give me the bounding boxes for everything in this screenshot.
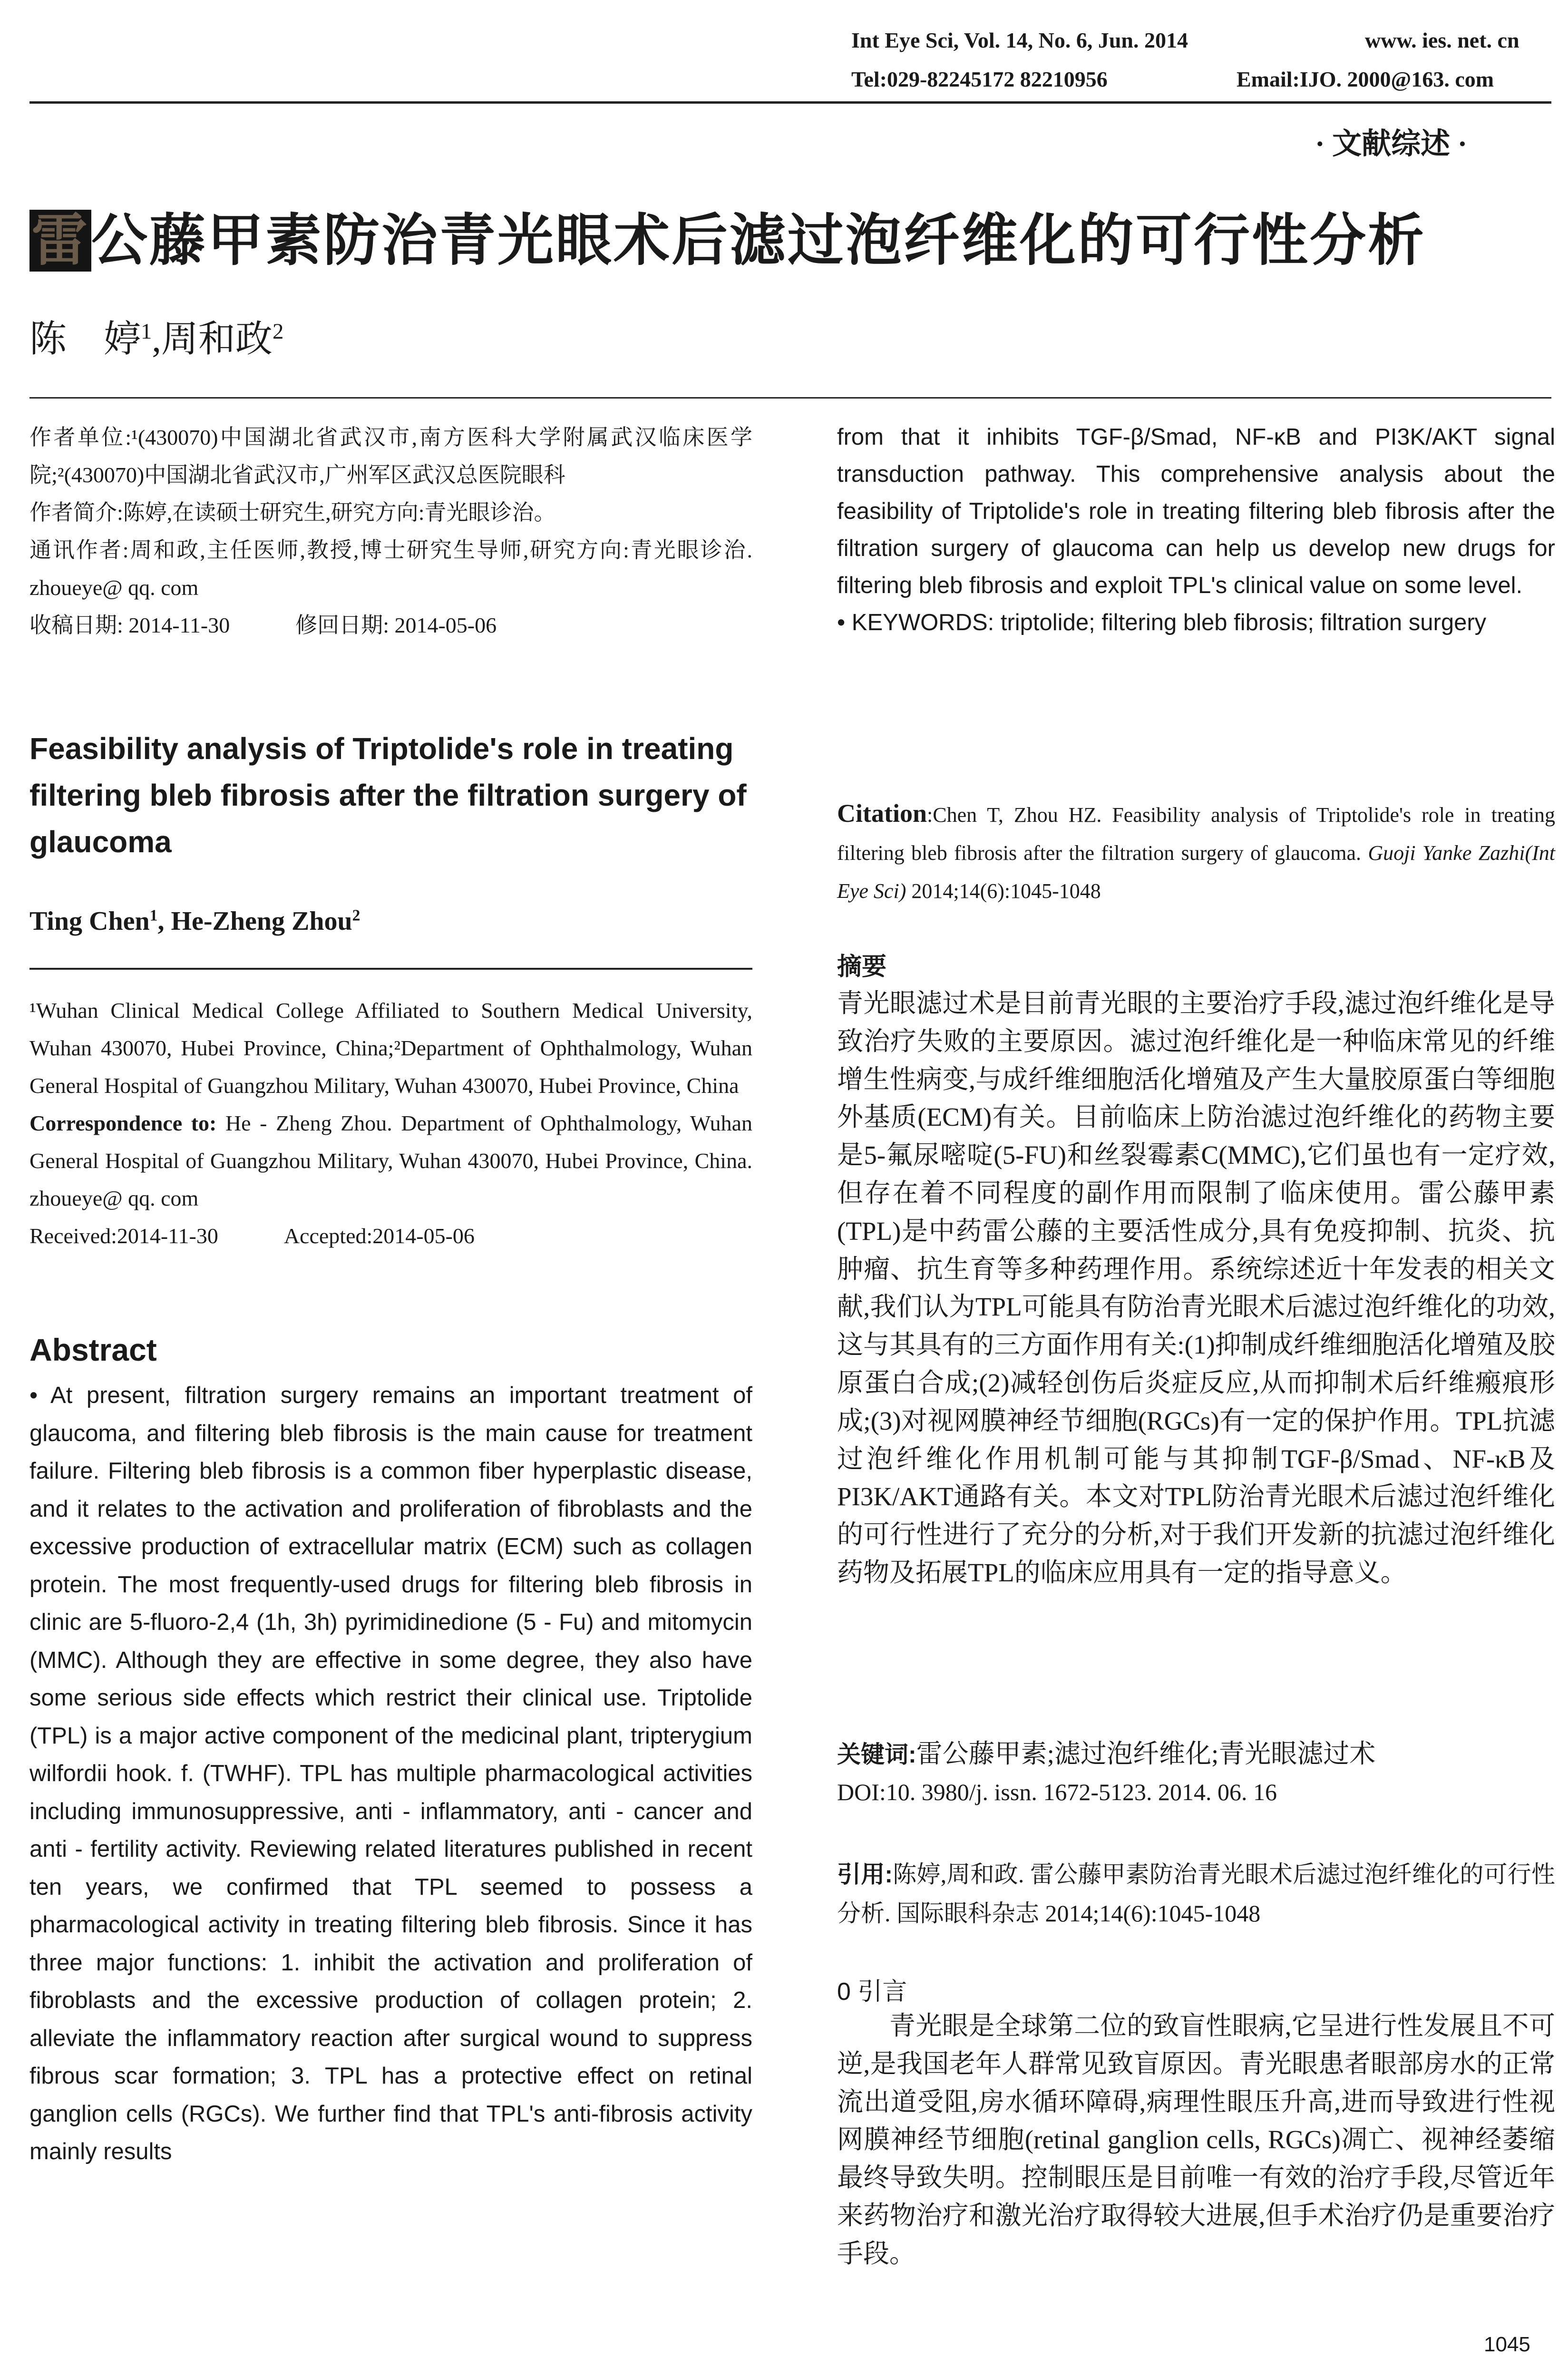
received-accepted: Received:2014-11-30 Accepted:2014-05-06 <box>29 1224 475 1248</box>
authors-en <box>29 906 360 936</box>
author-1-cn: 陈 婷 <box>29 318 141 360</box>
keywords-en: • KEYWORDS: triptolide; filtering bleb fibrosis; filtration surgery <box>837 610 1487 635</box>
affiliation-cn: 作者单位:¹(430070)中国湖北省武汉市,南方医科大学附属武汉临床医学院;²(430070)中国湖北省武汉市,广州军区武汉总医院眼科 <box>29 425 752 487</box>
correspondence <box>29 1104 752 1217</box>
doi: DOI:10. 3980/j. issn. 1672-5123. 2014. 06. 16 <box>837 1779 1277 1805</box>
author-2-en: , He-Zheng Zhou <box>157 906 352 936</box>
author-1-en: Ting Chen <box>29 906 150 936</box>
keywords-cn <box>837 1735 1555 1773</box>
article-title <box>29 195 1426 276</box>
abstract-continued <box>837 419 1555 641</box>
author-2-en-sup: 2 <box>352 906 360 925</box>
citation-label: Citation <box>837 799 927 828</box>
title-rule <box>29 397 1551 399</box>
citation-cn-text: 陈婷,周和政. 雷公藤甲素防治青光眼术后滤过泡纤维化的可行性分析. 国际眼科杂志 2014;14(6):1045-1048 <box>837 1861 1555 1927</box>
section-label: · 文献综述 · <box>1315 128 1468 160</box>
zhaiyao-heading: 摘要 <box>837 953 887 981</box>
citation-tail: 2014;14(6):1045-1048 <box>906 879 1101 903</box>
authors-en-rule <box>29 968 752 970</box>
author-2-sup: 2 <box>272 319 284 344</box>
abstract-continued-text: from that it inhibits TGF-β/Smad, NF-κB and PI3K/AKT signal transduction pathway. This comprehensive analysis about the feasibility of Triptolide's role in treating filtering bleb fibrosis after the filtration surgery of glaucoma can help us develop new drugs for filtering bleb fibrosis and exploit TPL's clinical value on some level. <box>837 424 1555 598</box>
keywords-cn-text: 雷公藤甲素;滤过泡纤维化;青光眼滤过术 <box>916 1739 1376 1768</box>
author-1-sup: 1 <box>141 319 152 344</box>
citation-cn <box>837 1855 1555 1933</box>
author-2-cn: ,周和政 <box>152 318 273 360</box>
corresponding-author-cn: 通讯作者:周和政,主任医师,教授,博士研究生导师,研究方向:青光眼诊治. zhoueye@ qq. com <box>29 538 752 600</box>
affiliation-en: ¹Wuhan Clinical Medical College Affiliated to Southern Medical University, Wuhan 430070, Hubei Province, China;²Department of Ophthalmology, Wuhan General Hospital of Guangzhou Military, Wuhan 430070, Hubei Province, China <box>29 998 752 1098</box>
intro-heading: 0 引言 <box>837 1978 907 2006</box>
correspondence-label: Correspondence to: <box>29 1111 217 1135</box>
affiliation-en-block <box>29 992 752 1255</box>
journal-tel: Tel:029-82245172 82210956 <box>851 67 1108 91</box>
abstract-text: • At present, filtration surgery remains an important treatment of glaucoma, and filtering bleb fibrosis is the main cause for treatment failure. Filtering bleb fibrosis is a common fiber hyperplastic disease, and it relates to the activation and proliferation of fibroblasts and the excessive production of extracellular matrix (ECM) such as collagen protein. The most frequently-used drugs for filtering bleb fibrosis in clinic are 5-fluoro-2,4 (1h, 3h) pyrimidinedione (5 - Fu) and mitomycin (MMC). Although they are effective in some degree, they also have some serious side effects which restrict their clinical use. Triptolide (TPL) is a major active component of the medicinal plant, tripterygium wilfordii hook. f. (TWHF). TPL has multiple pharmacological activities including immunosuppressive, anti - inflammatory, anti - cancer and anti - fertility activity. Reviewing related literatures published in recent ten years, we confirmed that TPL seemed to possess a pharmacological activity in treating filtering bleb fibrosis. Since it has three major functions: 1. inhibit the activation and proliferation of fibroblasts and the excessive production of collagen protein; 2. alleviate the inflammatory reaction after surgical wound to suppress fibrous scar formation; 3. TPL has a protective effect on retinal ganglion cells (RGCs). We further find that TPL's anti-fibrosis activity mainly results <box>29 1383 752 2164</box>
title-en: Feasibility analysis of Triptolide's role in treating filtering bleb fibrosis after the filtration surgery of glaucoma <box>29 731 747 859</box>
citation-cn-label: 引用: <box>837 1861 893 1888</box>
citation-journal: Guoji Yanke Zazhi(Int Eye Sci) <box>837 841 1556 903</box>
keywords-cn-label: 关键词: <box>837 1741 916 1768</box>
author-1-en-sup: 1 <box>149 906 158 925</box>
citation-en <box>837 794 1555 910</box>
left-column <box>29 419 752 644</box>
correspondence-text: He - Zheng Zhou. Department of Ophthalmology, Wuhan General Hospital of Guangzhou Military, Wuhan 430070, Hubei Province, China. zhoueye@ qq. com <box>29 1111 753 1210</box>
authors-cn <box>29 309 283 362</box>
title-rest: 公藤甲素防治青光眼术后滤过泡纤维化的可行性分析 <box>91 207 1426 273</box>
journal-website[interactable]: www. ies. net. cn <box>1365 28 1519 52</box>
abstract-heading: Abstract <box>29 1332 157 1367</box>
journal-citation-line: Int Eye Sci, Vol. 14, No. 6, Jun. 2014 <box>851 28 1188 52</box>
intro-text: 青光眼是全球第二位的致盲性眼病,它呈进行性发展且不可逆,是我国老年人群常见致盲原因。青光眼患者眼部房水的正常流出道受阻,房水循环障碍,病理性眼压升高,进而导致进行性视网膜神经节细胞(retinal ganglion cells, RGCs)凋亡、视神经萎缩最终导致失明。控制眼压是目前唯一有效的治疗手段,尽管近年来药物治疗和激光治疗取得较大进展,但手术治疗仍是重要治疗手段。 <box>837 2011 1555 2268</box>
dates-cn: 收稿日期: 2014-11-30 修回日期: 2014-05-06 <box>29 613 497 637</box>
author-bio-cn: 作者简介:陈婷,在读硕士研究生,研究方向:青光眼诊治。 <box>29 500 556 525</box>
page-number: 1045 <box>1484 2333 1530 2356</box>
title-first-char: 雷 <box>29 210 91 272</box>
journal-email[interactable]: Email:IJO. 2000@163. com <box>1237 67 1494 91</box>
header-rule <box>29 101 1551 104</box>
citation-text: :Chen T, Zhou HZ. Feasibility analysis of Triptolide's role in treating filtering bleb fibrosis after the filtration surgery of glaucoma. <box>837 803 1555 865</box>
zhaiyao-text: 青光眼滤过术是目前青光眼的主要治疗手段,滤过泡纤维化是导致治疗失败的主要原因。滤过泡纤维化是一种临床常见的纤维增生性病变,与成纤维细胞活化增殖及产生大量胶原蛋白等细胞外基质(ECM)有关。目前临床上防治滤过泡纤维化的药物主要是5-氟尿嘧啶(5-FU)和丝裂霉素C(MMC),它们虽也有一定疗效,但存在着不同程度的副作用而限制了临床使用。雷公藤甲素(TPL)是中药雷公藤的主要活性成分,具有免疫抑制、抗炎、抗肿瘤、抗生育等多种药理作用。系统综述近十年发表的相关文献,我们认为TPL可能具有防治青光眼术后滤过泡纤维化的功效,这与其具有的三方面作用有关:(1)抑制成纤维细胞活化增殖及胶原蛋白合成;(2)减轻创伤后炎症反应,从而抑制术后纤维瘢痕形成;(3)对视网膜神经节细胞(RGCs)有一定的保护作用。TPL抗滤过泡纤维化作用机制可能与其抑制TGF-β/Smad、NF-κB及PI3K/AKT通路有关。本文对TPL防治青光眼术后滤过泡纤维化的可行性进行了充分的分析,对于我们开发新的抗滤过泡纤维化药物及拓展TPL的临床应用具有一定的指导意义。 <box>837 989 1555 1587</box>
